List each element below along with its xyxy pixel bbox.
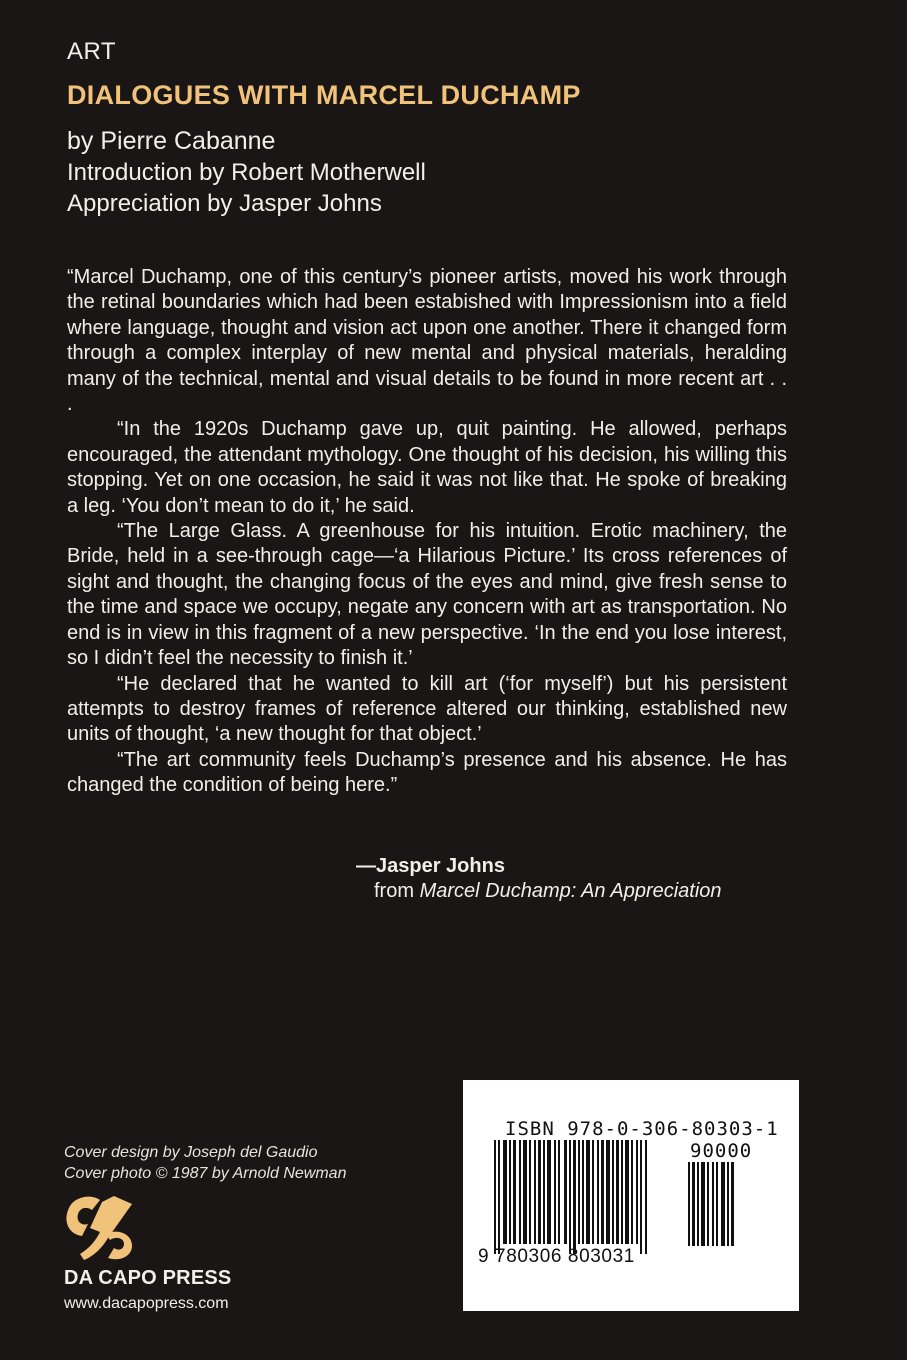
- attribution-prefix: from: [374, 880, 420, 902]
- barcode-bar: [586, 1140, 590, 1244]
- barcode-bar: [573, 1140, 576, 1254]
- barcode-bar: [564, 1140, 567, 1244]
- publisher-name: DA CAPO PRESS: [64, 1267, 232, 1289]
- price-code: 90000: [690, 1140, 753, 1162]
- blurb-quote: [67, 265, 787, 799]
- credits-block: [67, 126, 426, 219]
- barcode-bar: [712, 1162, 714, 1246]
- barcode-bar: [721, 1162, 725, 1246]
- barcode-bar: [547, 1140, 551, 1244]
- barcode-bar: [616, 1140, 619, 1244]
- barcode-bar: [509, 1140, 511, 1244]
- barcode-bar: [534, 1140, 536, 1244]
- barcode-bar: [543, 1140, 545, 1244]
- barcode-bar: [554, 1140, 556, 1244]
- barcode-bar: [692, 1162, 695, 1246]
- barcode-bar: [636, 1140, 638, 1244]
- cover-design-credit: Cover design by Joseph del Gaudio: [64, 1144, 318, 1161]
- barcode-bar: [631, 1140, 633, 1244]
- blurb-paragraph: “He declared that he wanted to kill art (‘for myself’) but his persistent attempts to destroy frames of reference altered our thinking, established new units of thought, ‘a new thought for that object.’: [67, 672, 787, 746]
- barcode-bar: [578, 1140, 580, 1244]
- introduction-line: Introduction by Robert Motherwell: [67, 159, 426, 186]
- barcode-bar: [538, 1140, 541, 1244]
- barcode-bar: [640, 1140, 642, 1254]
- barcode-bar: [569, 1140, 571, 1254]
- barcode-bar: [523, 1140, 527, 1244]
- ean-barcode: [494, 1140, 678, 1256]
- cover-photo-credit: Cover photo © 1987 by Arnold Newman: [64, 1165, 347, 1182]
- barcode-bar: [697, 1162, 699, 1246]
- barcode-bar: [612, 1140, 614, 1244]
- publisher-website: www.dacapopress.com: [64, 1295, 229, 1312]
- blurb-paragraph: “Marcel Duchamp, one of this century’s pioneer artists, moved his work through the retinal boundaries which had been estabished with Impressionism into a field where language, thought and vision act upon one another. There it changed form through a complex interplay of new mental and physical materials, heralding many of the technical, mental and visual details to be found in more recent art . . .: [67, 266, 787, 416]
- ean-digits: 9 780306 803031: [478, 1246, 635, 1267]
- appreciation-line: Appreciation by Jasper Johns: [67, 190, 382, 217]
- barcode-bar: [688, 1162, 690, 1246]
- barcode-bar: [513, 1140, 516, 1244]
- barcode-bar: [727, 1162, 729, 1246]
- attribution-source: [374, 880, 722, 903]
- barcode-bar: [519, 1140, 521, 1244]
- attribution-name: —Jasper Johns: [356, 855, 505, 877]
- barcode-bar: [707, 1162, 709, 1246]
- barcode-bar: [503, 1140, 507, 1244]
- addon-barcode: [688, 1162, 758, 1256]
- barcode-bar: [529, 1140, 531, 1244]
- barcode-bar: [582, 1140, 584, 1244]
- barcode-bar: [621, 1140, 623, 1244]
- barcode-bar: [645, 1140, 647, 1254]
- book-title: DIALOGUES WITH MARCEL DUCHAMP: [67, 80, 581, 110]
- author-line: by Pierre Cabanne: [67, 127, 276, 155]
- barcode-bar: [601, 1140, 604, 1244]
- barcode-bar: [558, 1140, 560, 1244]
- barcode-bar: [716, 1162, 718, 1246]
- blurb-paragraph: “The art community feels Duchamp’s presence and his absence. He has changed the condition of being here.”: [67, 748, 787, 797]
- attribution-title: Marcel Duchamp: An Appreciation: [419, 880, 722, 902]
- cover-credits: [64, 1142, 346, 1184]
- category-label: ART: [67, 38, 117, 65]
- blurb-paragraph: “The Large Glass. A greenhouse for his intuition. Erotic machinery, the Bride, held in a see-through cage—‘a Hilarious Picture.’ Its cross references of sight and thought, the changing focus of the eyes and mind, give fresh sense to the time and space we occupy, negate any concern with art as transportation. No end is in view in this fragment of a new perspective. ‘In the end you lose interest, so I didn’t feel the necessity to finish it.’: [67, 520, 787, 670]
- barcode-bar: [606, 1140, 610, 1244]
- isbn-label: ISBN 978-0-306-80303-1: [505, 1118, 779, 1140]
- barcode-bar: [625, 1140, 629, 1244]
- barcode-bar: [701, 1162, 705, 1246]
- barcode-bar: [731, 1162, 734, 1246]
- da-capo-press-logo-icon: [62, 1194, 136, 1262]
- barcode-bar: [592, 1140, 594, 1244]
- barcode-bar: [494, 1140, 496, 1254]
- blurb-paragraph: “In the 1920s Duchamp gave up, quit painting. He allowed, perhaps encouraged, the attendant mythology. One thought of his decision, his willing this stopping. Yet on one occasion, he said it was not like that. He spoke of breaking a leg. ‘You don’t mean to do it,’ he said.: [67, 418, 787, 517]
- barcode-bar: [597, 1140, 599, 1244]
- barcode-bar: [498, 1140, 500, 1254]
